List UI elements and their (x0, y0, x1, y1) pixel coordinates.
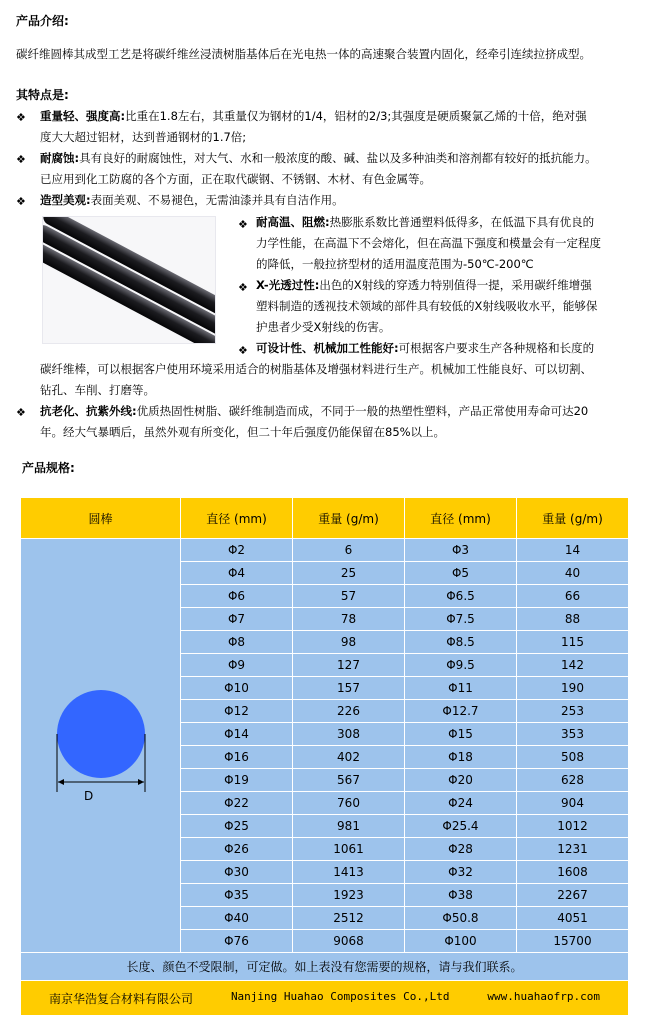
weight-cell: 127 (293, 654, 405, 677)
diameter-cell: Φ11 (405, 677, 517, 700)
diameter-cell: Φ35 (181, 884, 293, 907)
weight-cell: 402 (293, 746, 405, 769)
weight-cell: 4051 (517, 907, 629, 930)
weight-cell: 9068 (293, 930, 405, 953)
weight-cell: 760 (293, 792, 405, 815)
col-diameter-header: 直径 (mm) (405, 498, 517, 539)
diameter-cell: Φ30 (181, 861, 293, 884)
weight-cell: 1413 (293, 861, 405, 884)
feature-5-line2: 塑料制造的透视技术领域的部件具有较低的X射线吸收水平，能够保 (256, 299, 598, 313)
circle-diameter-icon (41, 686, 161, 806)
diameter-cell: Φ5 (405, 562, 517, 585)
feature-4-line2: 力学性能，在高温下不会熔化，但在高温下强度和模量会有一定程度 (256, 236, 601, 250)
feature-3-text: 表面美观、不易褪色，无需油漆并具有自洁作用。 (90, 193, 344, 207)
bullet-icon: ❖ (238, 218, 248, 231)
diameter-cell: Φ14 (181, 723, 293, 746)
weight-cell: 6 (293, 539, 405, 562)
bullet-icon: ❖ (16, 195, 26, 208)
rod-cross-section-diagram (21, 539, 181, 953)
diameter-cell: Φ25.4 (405, 815, 517, 838)
diameter-cell: Φ12.7 (405, 700, 517, 723)
company-footer (21, 981, 629, 1016)
weight-cell: 353 (517, 723, 629, 746)
table-header-row (21, 498, 629, 539)
diameter-cell: Φ16 (181, 746, 293, 769)
bullet-icon: ❖ (238, 281, 248, 294)
diameter-cell: Φ26 (181, 838, 293, 861)
company-name-en: Nanjing Huahao Composites Co.,Ltd (230, 989, 450, 1003)
weight-cell: 157 (293, 677, 405, 700)
feature-7-line2: 年。经大气暴晒后，虽然外观有所变化，但二十年后强度仍能保留在85%以上。 (40, 425, 446, 439)
diameter-cell: Φ100 (405, 930, 517, 953)
table-footer-row (21, 981, 629, 1016)
weight-cell: 14 (517, 539, 629, 562)
carbon-rods-image (43, 217, 215, 343)
table-note: 长度、颜色不受限制，可定做。如上表没有您需要的规格，请与我们联系。 (21, 953, 629, 981)
feature-5-line1: 出色的X射线的穿透力特别值得一提，采用碳纤维增强 (319, 278, 592, 292)
feature-7-line1: 优质热固性树脂、碳纤维制造而成，不同于一般的热塑性塑料，产品正常使用寿命可达20 (136, 404, 589, 418)
weight-cell: 25 (293, 562, 405, 585)
diameter-cell: Φ18 (405, 746, 517, 769)
col-weight-header: 重量 (g/m) (293, 498, 405, 539)
diameter-cell: Φ3 (405, 539, 517, 562)
weight-cell: 98 (293, 631, 405, 654)
diameter-cell: Φ28 (405, 838, 517, 861)
weight-cell: 904 (517, 792, 629, 815)
weight-cell: 508 (517, 746, 629, 769)
bullet-icon: ❖ (16, 111, 26, 124)
feature-4-line1: 热膨胀系数比普通塑料低得多，在低温下具有优良的 (329, 215, 595, 229)
weight-cell: 2512 (293, 907, 405, 930)
col-shape-header: 圆棒 (21, 498, 181, 539)
weight-cell: 253 (517, 700, 629, 723)
feature-6-line1: 可根据客户要求生产各种规格和长度的 (398, 341, 595, 355)
feature-2-line1: 具有良好的耐腐蚀性，对大气、水和一般浓度的酸、碱、盐以及多种油类和溶剂都有较好的抵抗能力。 (79, 151, 597, 165)
weight-cell: 1608 (517, 861, 629, 884)
diameter-cell: Φ9.5 (405, 654, 517, 677)
feature-5-title: X-光透过性: (256, 278, 320, 292)
diameter-cell: Φ4 (181, 562, 293, 585)
diameter-cell: Φ12 (181, 700, 293, 723)
weight-cell: 981 (293, 815, 405, 838)
diameter-cell: Φ19 (181, 769, 293, 792)
weight-cell: 1061 (293, 838, 405, 861)
weight-cell: 1012 (517, 815, 629, 838)
weight-cell: 57 (293, 585, 405, 608)
intro-heading: 产品介绍: (16, 14, 69, 28)
feature-4-title: 耐高温、阻燃: (256, 215, 330, 229)
carbon-rod-photo (42, 216, 216, 344)
feature-6 (256, 338, 594, 359)
feature-5 (256, 275, 592, 296)
weight-cell: 226 (293, 700, 405, 723)
feature-1-title: 重量轻、强度高: (40, 109, 126, 123)
diameter-cell: Φ7 (181, 608, 293, 631)
feature-6-line3: 钻孔、车削、打磨等。 (40, 383, 155, 397)
feature-1-line1: 比重在1.8左右，其重量仅为钢材的1/4，铝材的2/3;其强度是硬质聚氯乙烯的十倍，绝对强 (125, 109, 587, 123)
diameter-cell: Φ20 (405, 769, 517, 792)
diameter-cell: Φ40 (181, 907, 293, 930)
diameter-cell: Φ50.8 (405, 907, 517, 930)
diameter-label: D (83, 788, 93, 803)
weight-cell: 115 (517, 631, 629, 654)
table-row (21, 539, 629, 562)
bullet-icon: ❖ (16, 406, 26, 419)
diameter-cell: Φ2 (181, 539, 293, 562)
table-note-row (21, 953, 629, 981)
bullet-icon: ❖ (16, 153, 26, 166)
weight-cell: 15700 (517, 930, 629, 953)
col-diameter-header: 直径 (mm) (181, 498, 293, 539)
diameter-cell: Φ15 (405, 723, 517, 746)
company-website: www.huahaofrp.com (487, 989, 600, 1003)
spec-heading: 产品规格: (22, 461, 75, 475)
diameter-cell: Φ9 (181, 654, 293, 677)
spec-table (20, 497, 629, 1016)
diameter-cell: Φ7.5 (405, 608, 517, 631)
weight-cell: 142 (517, 654, 629, 677)
company-name-cn: 南京华浩复合材料有限公司 (49, 991, 194, 1006)
weight-cell: 190 (517, 677, 629, 700)
diameter-cell: Φ6.5 (405, 585, 517, 608)
weight-cell: 40 (517, 562, 629, 585)
diameter-cell: Φ10 (181, 677, 293, 700)
weight-cell: 78 (293, 608, 405, 631)
feature-6-title: 可设计性、机械加工性能好: (256, 341, 399, 355)
feature-2 (40, 148, 597, 169)
feature-7 (40, 401, 588, 422)
diameter-cell: Φ8 (181, 631, 293, 654)
feature-1-line2: 度大大超过铝材，达到普通钢材的1.7倍; (40, 130, 247, 144)
features-heading: 其特点是: (16, 88, 69, 102)
diameter-cell: Φ22 (181, 792, 293, 815)
feature-2-title: 耐腐蚀: (40, 151, 80, 165)
weight-cell: 2267 (517, 884, 629, 907)
weight-cell: 66 (517, 585, 629, 608)
diameter-cell: Φ24 (405, 792, 517, 815)
feature-7-title: 抗老化、抗紫外线: (40, 404, 137, 418)
weight-cell: 88 (517, 608, 629, 631)
feature-5-line3: 护患者少受X射线的伤害。 (256, 320, 391, 334)
diameter-cell: Φ25 (181, 815, 293, 838)
feature-3-title: 造型美观: (40, 193, 91, 207)
diameter-cell: Φ6 (181, 585, 293, 608)
feature-1 (40, 106, 587, 127)
bullet-icon: ❖ (238, 344, 248, 357)
feature-6-line2: 碳纤维棒，可以根据客户使用环境采用适合的树脂基体及增强材料进行生产。机械加工性能良好、可以切割、 (40, 362, 592, 376)
diameter-cell: Φ32 (405, 861, 517, 884)
feature-2-line2: 已应用到化工防腐的各个方面，正在取代碳钢、不锈钢、木材、有色金属等。 (40, 172, 431, 186)
weight-cell: 308 (293, 723, 405, 746)
weight-cell: 567 (293, 769, 405, 792)
col-weight-header: 重量 (g/m) (517, 498, 629, 539)
feature-4-line3: 的降低，一般拉挤型材的适用温度范围为-50℃-200℃ (256, 257, 534, 271)
intro-text: 碳纤维圆棒其成型工艺是将碳纤维丝浸渍树脂基体后在光电热一体的高速聚合装置内固化，经牵引连续拉挤成型。 (16, 47, 591, 61)
diameter-cell: Φ76 (181, 930, 293, 953)
weight-cell: 1923 (293, 884, 405, 907)
diameter-cell: Φ38 (405, 884, 517, 907)
weight-cell: 628 (517, 769, 629, 792)
feature-3 (40, 190, 344, 211)
feature-4 (256, 212, 594, 233)
diameter-cell: Φ8.5 (405, 631, 517, 654)
weight-cell: 1231 (517, 838, 629, 861)
